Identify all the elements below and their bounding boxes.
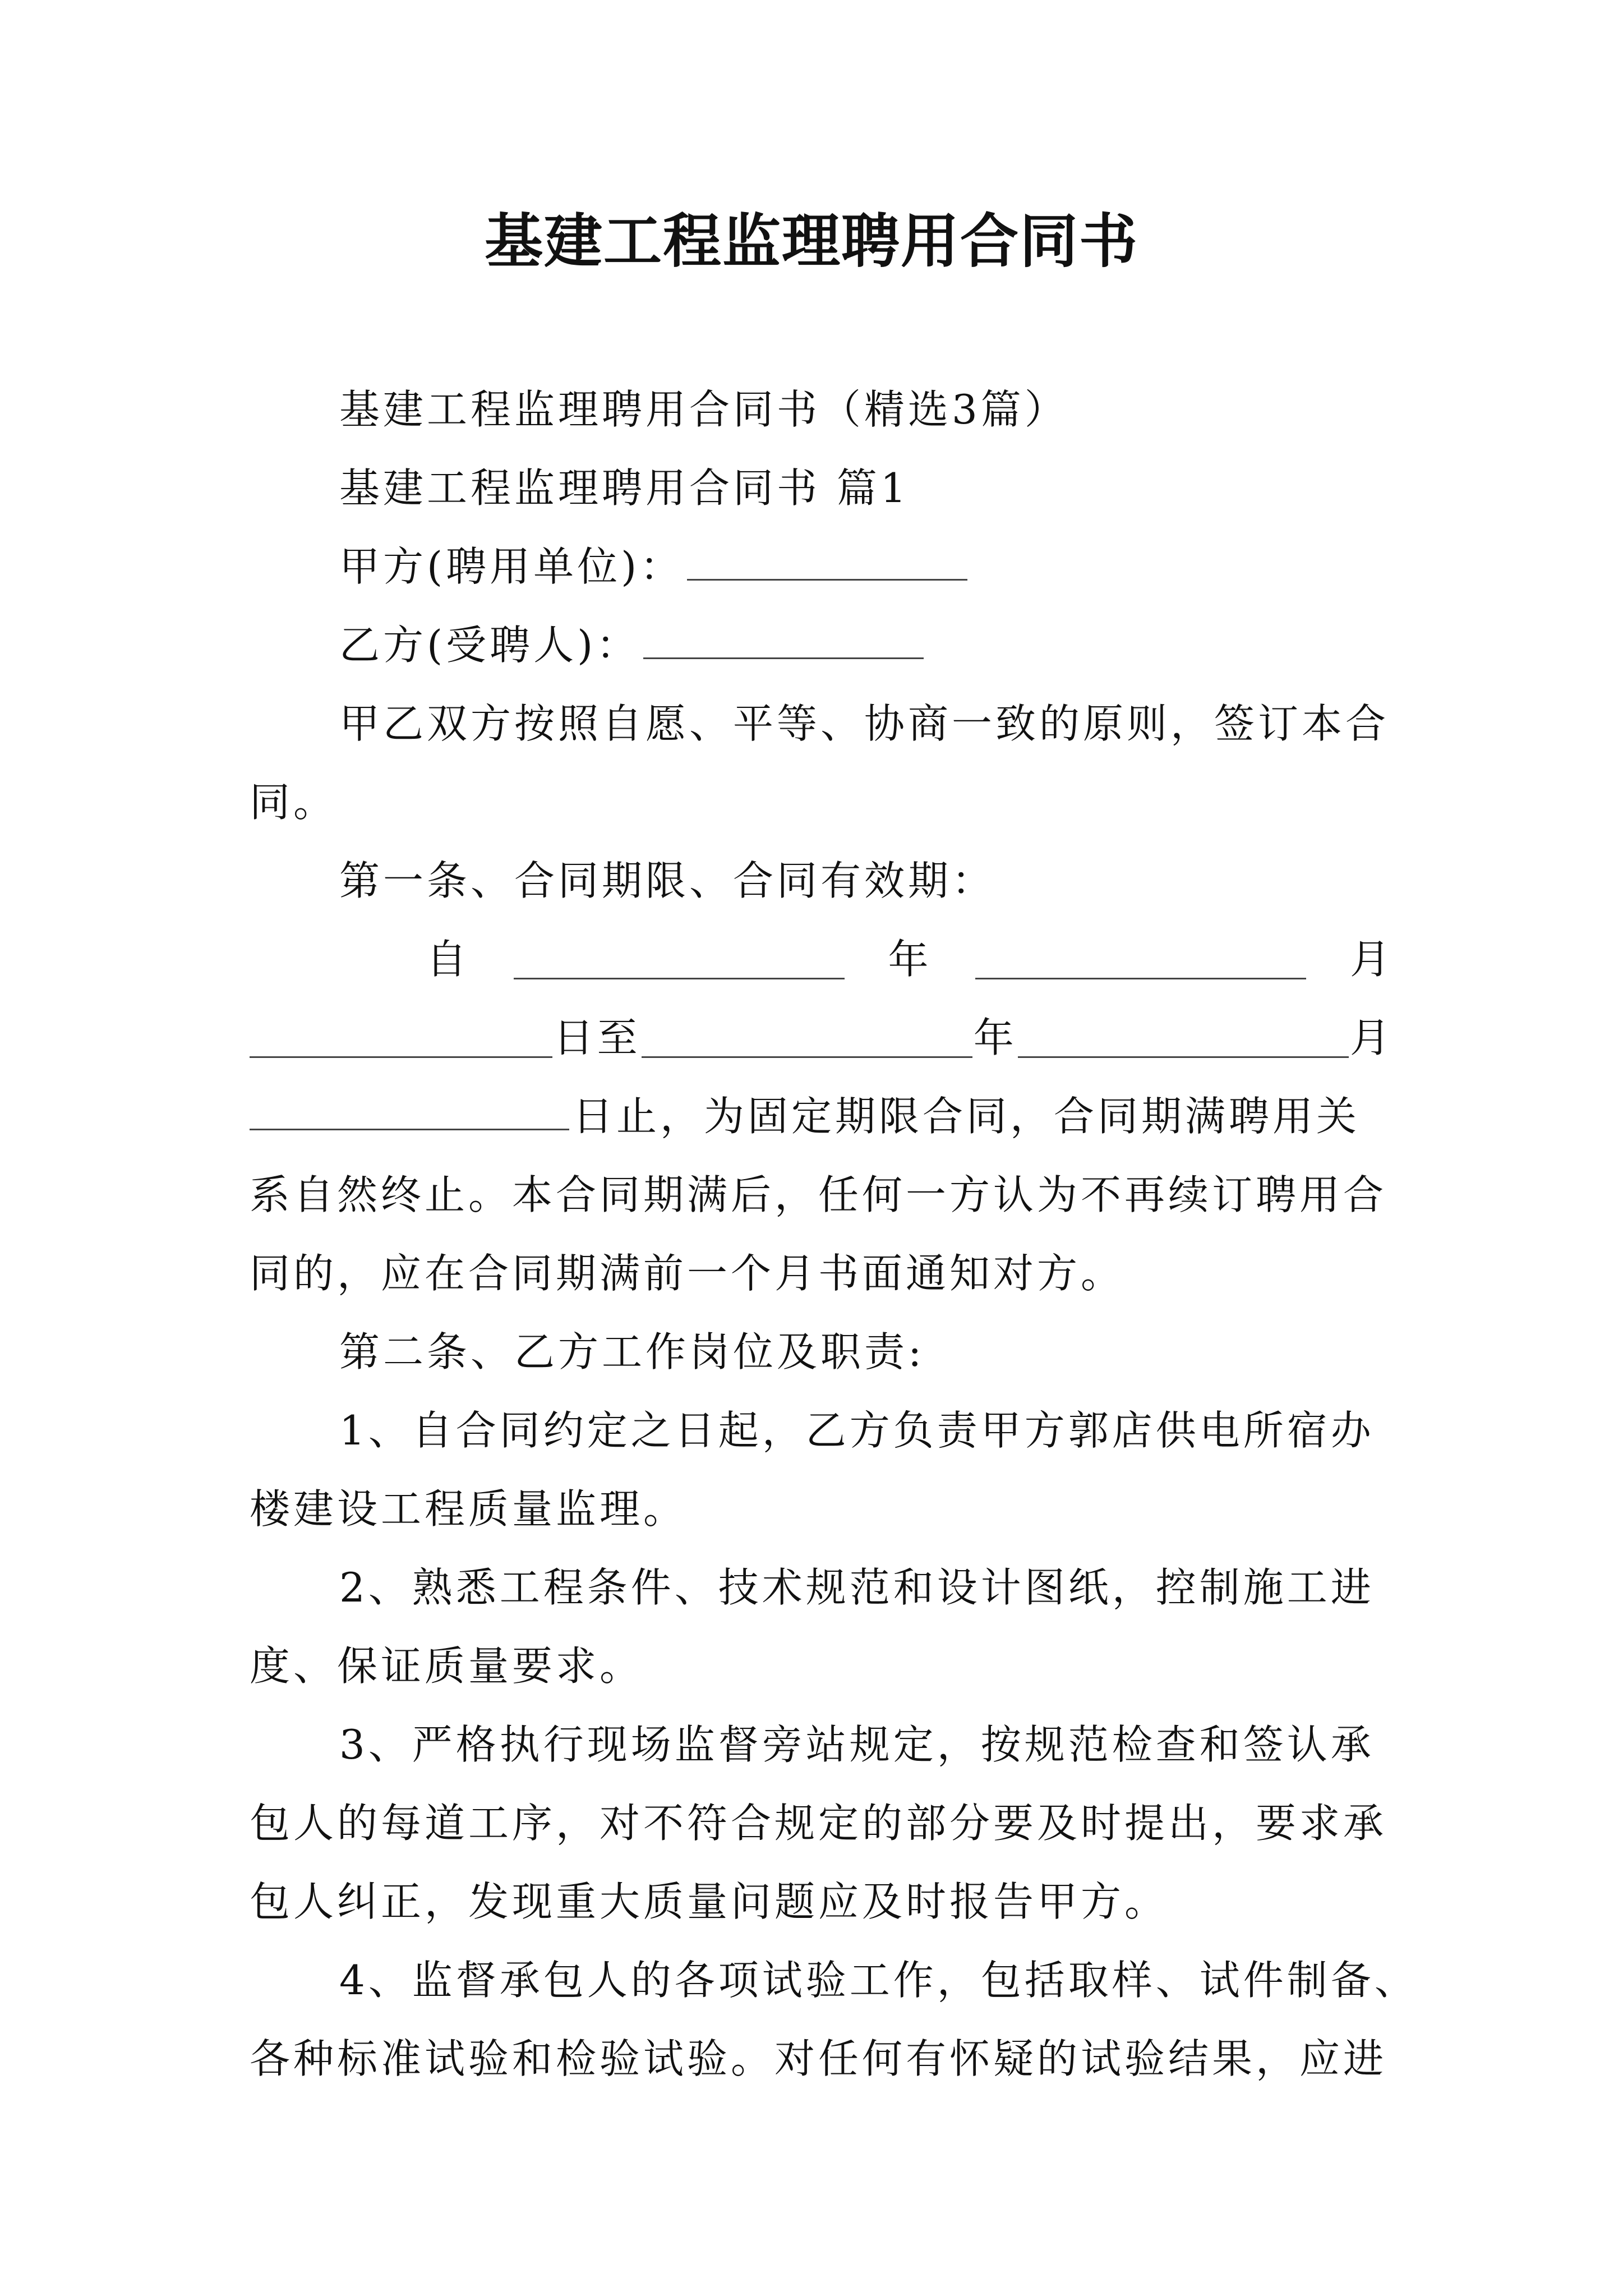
- date-year-label: 年: [888, 936, 932, 983]
- article-1-line-4-text: 日止，为固定期限合同，合同期满聘用关: [573, 1093, 1361, 1140]
- section-heading: 基建工程监理聘用合同书 篇1: [339, 464, 910, 512]
- party-b-blank: [643, 618, 924, 659]
- item-2-line-2: 度、保证质量要求。: [250, 1642, 644, 1690]
- item-3-line-2: 包人的每道工序，对不符合规定的部分要及时提出，要求承: [250, 1800, 1387, 1847]
- item-1-line-2: 楼建设工程质量监理。: [250, 1485, 688, 1533]
- item-4-line-2: 各种标准试验和检验试验。对任何有怀疑的试验结果，应进: [250, 2035, 1387, 2082]
- document-subtitle: 基建工程监理聘用合同书（精选3篇）: [339, 386, 1068, 433]
- intro-line-2: 同。: [250, 779, 338, 826]
- item-4-line-1: 4、监督承包人的各项试验工作，包括取样、试件制备、: [339, 1957, 1418, 2004]
- date-year-label-2: 年: [973, 1014, 1017, 1061]
- party-a-line: [339, 527, 1394, 606]
- start-month-blank: [975, 938, 1306, 979]
- party-a-blank: [687, 540, 967, 581]
- date-line-2: [250, 999, 1394, 1077]
- item-3-line-3: 包人纠正，发现重大质量问题应及时报告甲方。: [250, 1878, 1169, 1925]
- article-1-heading: 第一条、合同期限、合同有效期：: [339, 857, 996, 904]
- item-3-line-1: 3、严格执行现场监督旁站规定，按规范检查和签认承: [339, 1721, 1375, 1768]
- article-2-heading: 第二条、乙方工作岗位及职责:: [339, 1328, 925, 1375]
- date-from-label: 自: [426, 936, 471, 983]
- party-b-label: 乙方(受聘人)：: [339, 622, 640, 669]
- date-line-1: [426, 920, 1394, 999]
- date-month-label-2: 月: [1349, 1014, 1394, 1061]
- party-a-label: 甲方(聘用单位)：: [339, 543, 684, 590]
- item-1-line-1: 1、自合同约定之日起，乙方负责甲方郭店供电所宿办: [339, 1407, 1375, 1454]
- start-day-blank: [250, 1017, 552, 1058]
- article-1-line-6: 同的，应在合同期满前一个月书面通知对方。: [250, 1250, 1125, 1297]
- article-1-line-4: [250, 1077, 1394, 1156]
- date-month-label: 月: [1349, 936, 1394, 983]
- party-b-line: [339, 606, 1394, 684]
- date-day-to-label: 日至: [553, 1014, 641, 1061]
- item-2-line-1: 2、熟悉工程条件、技术规范和设计图纸，控制施工进: [339, 1564, 1375, 1611]
- start-year-blank: [514, 938, 845, 979]
- document-title: 基建工程监理聘用合同书: [484, 206, 1138, 275]
- end-day-blank: [250, 1089, 569, 1130]
- end-month-blank: [1018, 1017, 1349, 1058]
- article-1-line-5: 系自然终止。本合同期满后，任何一方认为不再续订聘用合: [250, 1171, 1387, 1218]
- end-year-blank: [642, 1017, 972, 1058]
- intro-line-1: 甲乙双方按照自愿、平等、协商一致的原则，签订本合: [339, 700, 1390, 747]
